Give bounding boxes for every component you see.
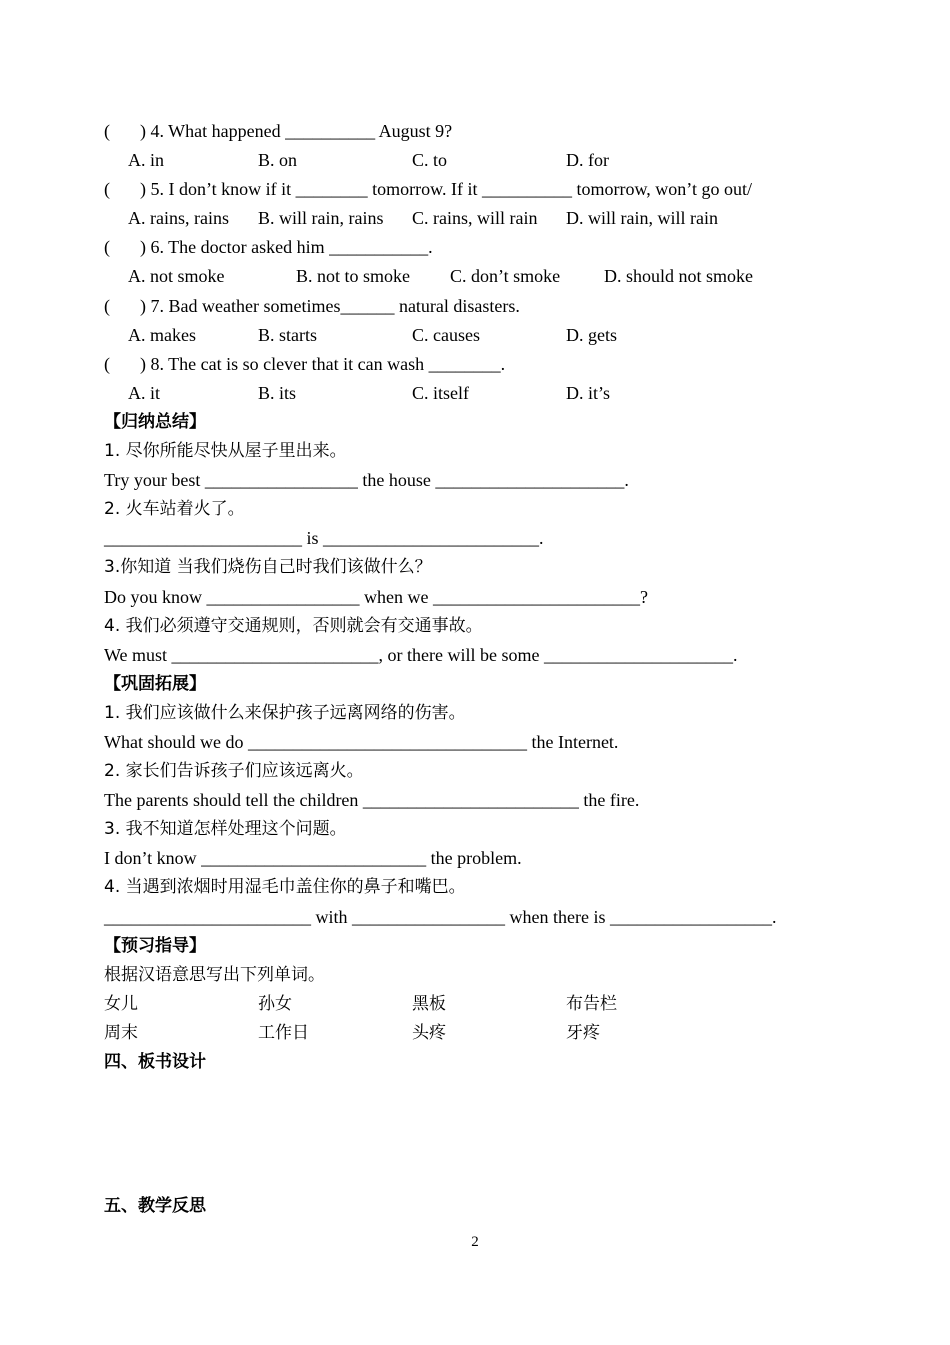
option-c: C. causes bbox=[412, 324, 480, 345]
board-design-space-2 bbox=[104, 1163, 844, 1192]
summary-item-3-en: Do you know _________________ when we _______________________? bbox=[104, 586, 648, 607]
vocab-word: 头疼 bbox=[412, 1022, 446, 1043]
consolidate-item-3-en: I don’t know _________________________ the problem. bbox=[104, 848, 522, 869]
option-c: C. don’t smoke bbox=[450, 266, 561, 287]
option-a: A. rains, rains bbox=[128, 208, 229, 229]
question-stem: ) 4. What happened __________ August 9? bbox=[140, 121, 453, 141]
question-stem: ) 7. Bad weather sometimes______ natural disasters. bbox=[140, 295, 520, 316]
consolidate-item-4-en: _______________________ with _________________ when there is __________________. bbox=[104, 906, 777, 927]
board-design-space bbox=[104, 1077, 844, 1163]
option-b: B. not to smoke bbox=[296, 266, 411, 287]
vocab-word: 女儿 bbox=[104, 993, 138, 1014]
consolidate-item-2-cn: 2. 家长们告诉孩子们应该远离火。 bbox=[104, 761, 364, 782]
answer-paren: ( bbox=[104, 353, 110, 374]
option-a: A. it bbox=[128, 382, 161, 403]
summary-item-3-cn: 3.你知道 当我们烧伤自己时我们该做什么？ bbox=[104, 557, 432, 578]
page-number: 2 bbox=[471, 1234, 479, 1250]
preview-instruction: 根据汉语意思写出下列单词。 bbox=[104, 964, 325, 985]
summary-item-2-en: ______________________ is ________________________. bbox=[104, 528, 544, 549]
vocab-word: 布告栏 bbox=[566, 993, 617, 1014]
question-7-options bbox=[104, 321, 844, 350]
question-4-options bbox=[104, 146, 844, 175]
preview-heading: 【预习指导】 bbox=[104, 935, 206, 956]
option-d: D. it’s bbox=[566, 382, 611, 403]
question-4 bbox=[104, 117, 844, 146]
vocab-word: 工作日 bbox=[258, 1022, 309, 1043]
consolidate-item-1-en: What should we do _______________________________ the Internet. bbox=[104, 731, 619, 752]
summary-item-2-cn: 2. 火车站着火了。 bbox=[104, 499, 245, 520]
question-stem: ) 6. The doctor asked him ___________. bbox=[140, 237, 433, 258]
answer-paren: ( bbox=[104, 179, 110, 200]
vocab-word: 牙疼 bbox=[566, 1022, 600, 1043]
consolidate-heading: 【巩固拓展】 bbox=[104, 673, 206, 694]
consolidate-item-2-en: The parents should tell the children ________________________ the fire. bbox=[104, 790, 640, 811]
vocab-row-1 bbox=[104, 990, 844, 1019]
option-d: D. gets bbox=[566, 324, 617, 345]
option-b: B. will rain, rains bbox=[258, 208, 384, 229]
question-stem: ) 5. I don’t know if it ________ tomorrow. If it __________ tomorrow, won’t go out/ bbox=[140, 179, 752, 200]
summary-heading: 【归纳总结】 bbox=[104, 411, 206, 432]
option-b: B. starts bbox=[258, 324, 318, 345]
vocab-word: 黑板 bbox=[412, 993, 446, 1014]
question-8-options bbox=[104, 379, 844, 408]
question-8 bbox=[104, 350, 844, 379]
consolidate-item-4-cn: 4. 当遇到浓烟时用湿毛巾盖住你的鼻子和嘴巴。 bbox=[104, 877, 466, 898]
question-6 bbox=[104, 233, 844, 262]
consolidate-item-3-cn: 3. 我不知道怎样处理这个问题。 bbox=[104, 819, 347, 840]
consolidate-item-1-cn: 1. 我们应该做什么来保护孩子远离网络的伤害。 bbox=[104, 702, 466, 723]
option-d: D. will rain, will rain bbox=[566, 208, 718, 229]
question-5 bbox=[104, 175, 844, 204]
answer-paren: ( bbox=[104, 295, 110, 316]
option-c: C. to bbox=[412, 150, 448, 171]
question-5-options bbox=[104, 204, 844, 233]
option-a: A. makes bbox=[128, 324, 196, 345]
summary-item-4-cn: 4. 我们必须遵守交通规则，否则就会有交通事故。 bbox=[104, 615, 483, 636]
option-b: B. on bbox=[258, 150, 298, 171]
vocab-row-2 bbox=[104, 1019, 844, 1048]
summary-item-4-en: We must _______________________, or there will be some _____________________. bbox=[104, 644, 738, 665]
vocab-word: 孙女 bbox=[258, 993, 292, 1014]
option-d: D. for bbox=[566, 150, 609, 171]
question-7 bbox=[104, 292, 844, 321]
option-c: C. rains, will rain bbox=[412, 208, 538, 229]
answer-paren: ( bbox=[104, 237, 110, 258]
summary-item-1-en: Try your best _________________ the house _____________________. bbox=[104, 470, 629, 491]
option-d: D. should not smoke bbox=[604, 266, 754, 287]
board-design-heading: 四、板书设计 bbox=[104, 1052, 206, 1072]
answer-paren: ( bbox=[104, 121, 110, 141]
option-c: C. itself bbox=[412, 382, 469, 403]
option-a: A. not smoke bbox=[128, 266, 225, 287]
summary-item-1-cn: 1. 尽你所能尽快从屋子里出来。 bbox=[104, 441, 347, 462]
option-b: B. its bbox=[258, 382, 297, 403]
question-stem: ) 8. The cat is so clever that it can wash ________. bbox=[140, 353, 506, 374]
option-a: A. in bbox=[128, 150, 164, 171]
worksheet-page bbox=[104, 117, 844, 1221]
vocab-word: 周末 bbox=[104, 1022, 138, 1043]
question-6-options bbox=[104, 262, 844, 291]
teaching-reflection-heading: 五、教学反思 bbox=[104, 1196, 206, 1217]
